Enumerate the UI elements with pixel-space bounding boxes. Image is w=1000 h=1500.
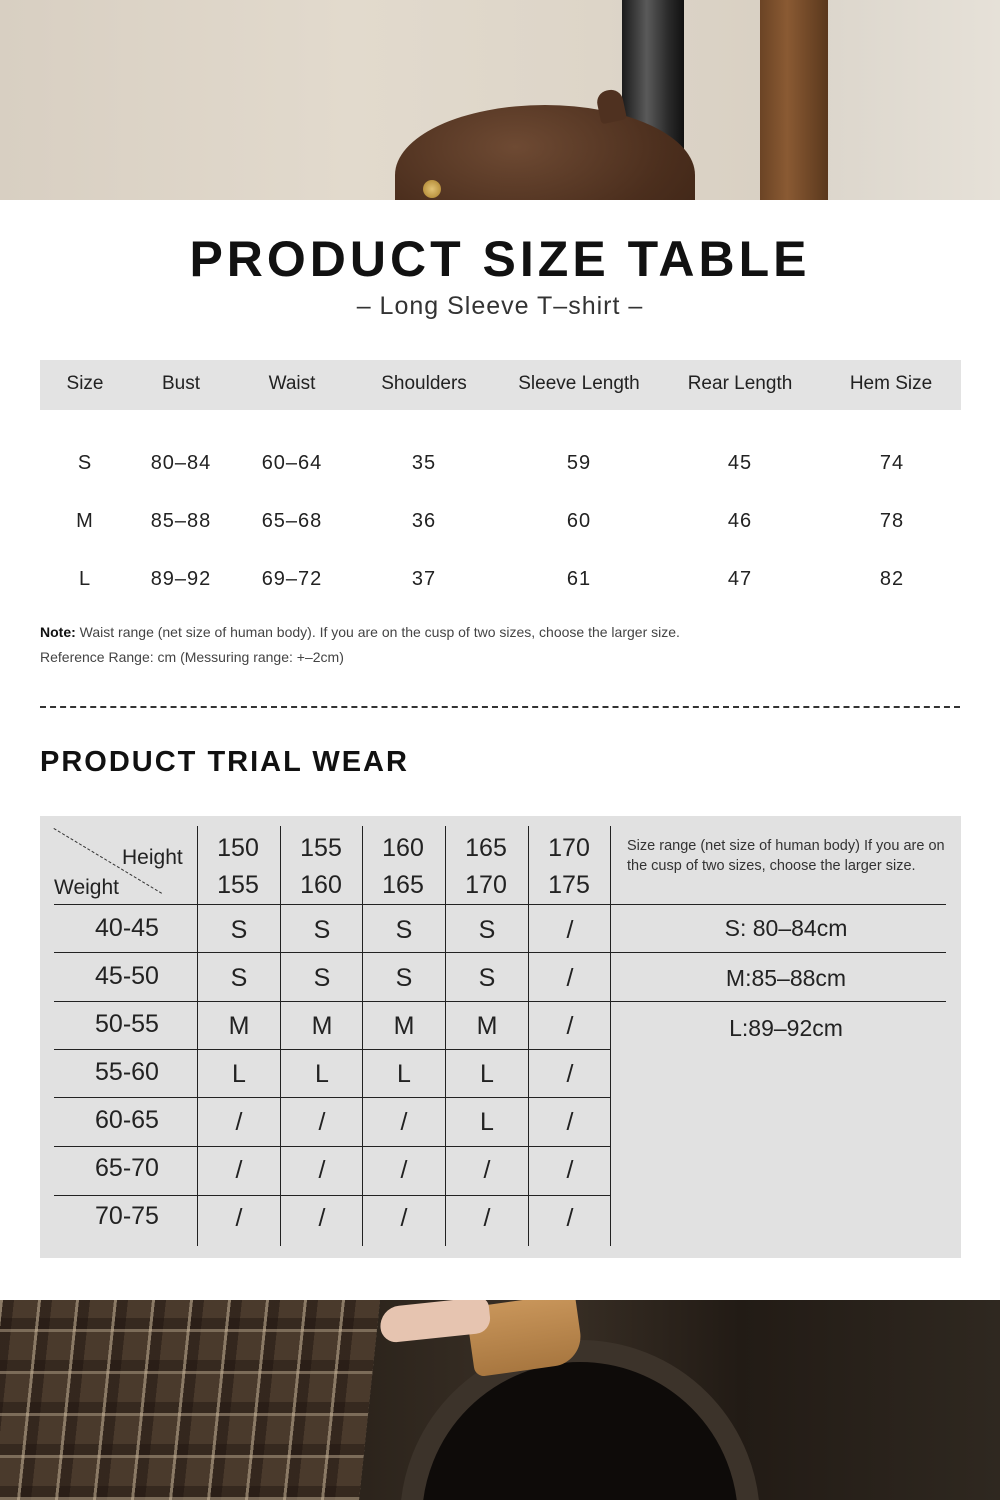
size-cell: M <box>393 1012 415 1040</box>
height-from: 150 <box>217 834 259 862</box>
weight-range: 55-60 <box>95 1058 159 1086</box>
size-cell: / <box>235 1108 243 1136</box>
cell-hem-size: 82 <box>879 568 905 590</box>
header-sleeve-length: Sleeve Length <box>518 373 640 394</box>
cell-bust: 80–84 <box>150 452 212 474</box>
height-to: 165 <box>382 871 424 899</box>
cell-sleeve-length: 60 <box>566 510 592 532</box>
size-cell: S <box>230 916 248 944</box>
trial-wear-title: PRODUCT TRIAL WEAR <box>40 746 409 778</box>
cell-size: L <box>78 568 92 590</box>
section-divider <box>40 706 960 708</box>
size-cell: / <box>235 1156 243 1184</box>
size-cell: / <box>400 1204 408 1232</box>
weight-label: Weight <box>54 876 119 899</box>
weight-range: 65-70 <box>95 1154 159 1182</box>
cell-hem-size: 78 <box>879 510 905 532</box>
note-text: Waist range (net size of human body). If you are on the cusp of two sizes, choose the larger size. <box>79 624 680 640</box>
cell-size: S <box>77 452 93 474</box>
wall-background <box>820 0 1000 200</box>
grid-line <box>445 826 446 1246</box>
side-size-l: L:89–92cm <box>729 1015 843 1041</box>
size-cell: L <box>480 1108 494 1136</box>
size-cell: / <box>566 1204 574 1232</box>
size-cell: S <box>313 964 331 992</box>
product-photo-bottom <box>0 1300 1000 1500</box>
size-cell: L <box>397 1060 411 1088</box>
size-cell: S <box>395 916 413 944</box>
size-cell: L <box>480 1060 494 1088</box>
grid-line <box>54 1097 611 1098</box>
cell-waist: 60–64 <box>261 452 323 474</box>
trial-wear-grid <box>40 816 961 1258</box>
weight-range: 40-45 <box>95 914 159 942</box>
height-to: 170 <box>465 871 507 899</box>
cell-shoulders: 36 <box>411 510 437 532</box>
size-cell: / <box>566 1108 574 1136</box>
grid-line <box>54 1195 611 1196</box>
size-cell: / <box>400 1156 408 1184</box>
page-title: PRODUCT SIZE TABLE <box>189 231 811 287</box>
page-subtitle: – Long Sleeve T–shirt – <box>356 292 644 320</box>
cell-hem-size: 74 <box>879 452 905 474</box>
weight-range: 60-65 <box>95 1106 159 1134</box>
height-to: 160 <box>300 871 342 899</box>
cell-size: M <box>76 510 94 532</box>
height-range <box>300 830 342 904</box>
height-to: 175 <box>548 871 590 899</box>
header-rear-length: Rear Length <box>687 373 793 394</box>
size-cell: / <box>400 1108 408 1136</box>
grid-line <box>610 826 611 1246</box>
side-size-m: M:85–88cm <box>725 965 847 991</box>
grid-line <box>54 1049 611 1050</box>
gold-pin <box>423 180 441 198</box>
size-cell: M <box>228 1012 250 1040</box>
grid-line <box>54 1001 946 1002</box>
cell-rear-length: 45 <box>727 452 753 474</box>
grid-line <box>54 952 946 953</box>
weight-range: 50-55 <box>95 1010 159 1038</box>
cell-sleeve-length: 61 <box>566 568 592 590</box>
side-size-s: S: 80–84cm <box>724 915 848 941</box>
cell-waist: 65–68 <box>261 510 323 532</box>
grid-line <box>528 826 529 1246</box>
height-range <box>465 830 507 904</box>
reference-range: Reference Range: cm (Messuring range: +–2cm) <box>40 649 344 665</box>
size-cell: S <box>230 964 248 992</box>
size-cell: / <box>566 964 574 992</box>
header-bust: Bust <box>161 373 201 394</box>
cell-rear-length: 47 <box>727 568 753 590</box>
size-cell: / <box>566 1060 574 1088</box>
height-to: 155 <box>217 871 259 899</box>
plaid-skirt <box>0 1300 380 1500</box>
grid-line <box>362 826 363 1246</box>
cell-shoulders: 35 <box>411 452 437 474</box>
weight-range: 70-75 <box>95 1202 159 1230</box>
weight-range: 45-50 <box>95 962 159 990</box>
size-cell: S <box>395 964 413 992</box>
size-cell: / <box>483 1156 491 1184</box>
height-range <box>548 830 590 904</box>
size-cell: / <box>566 1156 574 1184</box>
cell-waist: 69–72 <box>261 568 323 590</box>
size-cell: / <box>566 916 574 944</box>
cell-sleeve-length: 59 <box>566 452 592 474</box>
cell-shoulders: 37 <box>411 568 437 590</box>
height-range <box>382 830 424 904</box>
size-cell: / <box>318 1156 326 1184</box>
grid-line <box>197 826 198 1246</box>
size-cell: / <box>318 1108 326 1136</box>
height-from: 170 <box>548 834 590 862</box>
size-cell: L <box>232 1060 246 1088</box>
size-cell: S <box>478 916 496 944</box>
table-row <box>40 446 961 486</box>
header-shoulders: Shoulders <box>381 373 467 394</box>
height-from: 155 <box>300 834 342 862</box>
size-cell: M <box>311 1012 333 1040</box>
side-note: Size range (net size of human body) If you are on the cusp of two sizes, choose the larger size. <box>627 838 945 874</box>
size-cell: / <box>483 1204 491 1232</box>
size-cell: L <box>315 1060 329 1088</box>
table-row <box>40 562 961 602</box>
height-from: 160 <box>382 834 424 862</box>
size-note <box>40 624 680 640</box>
cell-bust: 89–92 <box>150 568 212 590</box>
size-cell: M <box>476 1012 498 1040</box>
header-size: Size <box>66 373 104 394</box>
header-waist: Waist <box>268 373 316 394</box>
size-chart-card <box>0 200 1000 1300</box>
size-table-header <box>40 360 961 410</box>
grid-line <box>280 826 281 1246</box>
size-cell: S <box>313 916 331 944</box>
product-photo-top <box>0 0 1000 200</box>
grid-line <box>54 904 946 905</box>
size-cell: / <box>318 1204 326 1232</box>
cell-rear-length: 46 <box>727 510 753 532</box>
height-label: Height <box>122 846 183 869</box>
height-from: 165 <box>465 834 507 862</box>
note-label: Note: <box>40 624 76 640</box>
height-range <box>217 830 259 904</box>
grid-line <box>54 1146 611 1147</box>
size-cell: / <box>566 1012 574 1040</box>
cell-bust: 85–88 <box>150 510 212 532</box>
size-cell: S <box>478 964 496 992</box>
table-row <box>40 504 961 544</box>
size-cell: / <box>235 1204 243 1232</box>
wooden-frame <box>760 0 828 200</box>
header-hem-size: Hem Size <box>849 373 933 394</box>
